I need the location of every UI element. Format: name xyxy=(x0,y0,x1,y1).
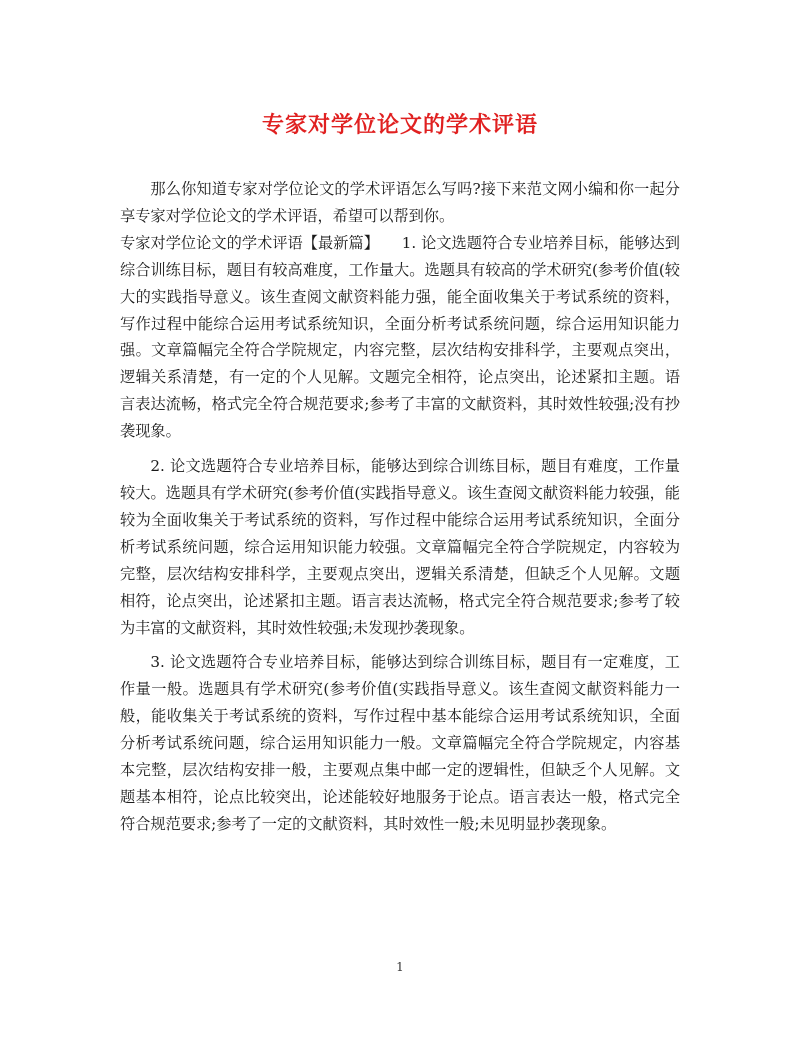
page-number: 1 xyxy=(396,960,404,974)
paragraph-1-text: 1. 论文选题符合专业培养目标，能够达到综合训练目标，题目有较高难度，工作量大。选题具有较高的学术研究(参考价值(较大的实践指导意义。该生查阅文献资料能力强，能全面收集关于考试系统的资料，写作过程中能综合运用考试系统知识，全面分析考试系统问题，综合运用知识能力强。文章篇幅完全符合学院规定，内容完整，层次结构安排科学，主要观点突出，逻辑关系清楚，有一定的个人见解。文题完全相符，论点突出，论述紧扣主题。语言表达流畅，格式完全符合规范要求;参考了丰富的文献资料，其时效性较强;没有抄袭现象。 xyxy=(120,233,680,441)
intro-paragraph: 那么你知道专家对学位论文的学术评语怎么写吗?接下来范文网小编和你一起分享专家对学位论文的学术评语，希望可以帮到你。 xyxy=(120,180,680,225)
section-paragraph-1 xyxy=(120,230,680,445)
section-paragraph-3: 3. 论文选题符合专业培养目标，能够达到综合训练目标，题目有一定难度，工作量一般。选题具有学术研究(参考价值(实践指导意义。该生查阅文献资料能力一般，能收集关于考试系统的资料，写作过程中基本能综合运用考试系统知识，全面分析考试系统问题，综合运用知识能力一般。文章篇幅完全符合学院规定，内容基本完整，层次结构安排一般，主要观点集中邮一定的逻辑性，但缺乏个人见解。文题基本相符，论点比较突出，论述能较好地服务于论点。语言表达一般，格式完全符合规范要求;参考了一定的文献资料，其时效性一般;未见明显抄袭现象。 xyxy=(120,653,680,833)
document-body xyxy=(120,176,680,838)
section-paragraph-2: 2. 论文选题符合专业培养目标，能够达到综合训练目标，题目有难度，工作量较大。选题具有学术研究(参考价值(实践指导意义。该生查阅文献资料能力较强，能较为全面收集关于考试系统的资料，写作过程中能综合运用考试系统知识，全面分析考试系统问题，综合运用知识能力较强。文章篇幅完全符合学院规定，内容较为完整，层次结构安排科学，主要观点突出，逻辑关系清楚，但缺乏个人见解。文题相符，论点突出，论述紧扣主题。语言表达流畅，格式完全符合规范要求;参考了较为丰富的文献资料，其时效性较强;未发现抄袭现象。 xyxy=(120,457,680,637)
document-title: 专家对学位论文的学术评语 xyxy=(261,112,538,138)
section-heading: 专家对学位论文的学术评语【最新篇】 xyxy=(120,233,379,252)
